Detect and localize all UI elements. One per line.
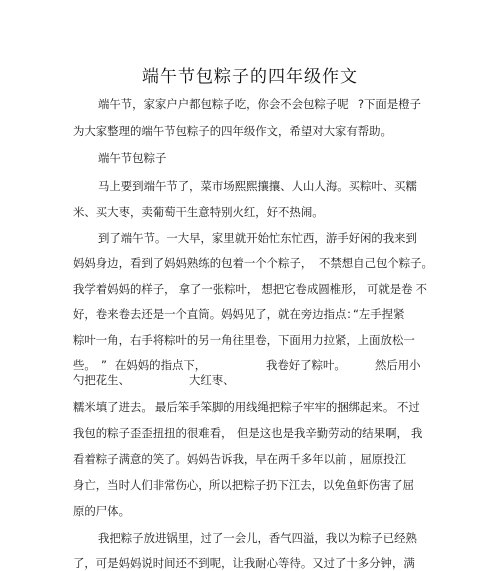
text-segment: 但是这也是我辛勤劳动的结果啊，: [237, 426, 408, 440]
text-segment: 不禁想自己包个粽子。: [319, 256, 433, 270]
text-segment: 我卷好了粽叶。: [266, 358, 346, 372]
text-segment: 大红枣、: [189, 373, 235, 387]
paragraph-line: 原的尸体。: [73, 504, 130, 518]
text-segment: 些。: [73, 358, 96, 372]
text-segment: 好，卷来卷去还是一个直筒。妈妈见了，就在旁边指点：: [73, 307, 358, 321]
paragraph-line: 到了端午节。一大早，家里就开始忙东忙西，游手好闲的我来到: [98, 231, 417, 245]
text-segment: 勺把花生、: [73, 373, 130, 387]
text-segment: 身亡，当时人们非常伤心，: [73, 478, 210, 492]
text-segment: 所以把粽子扔下江去，以免鱼虾伤害了屈: [209, 478, 415, 492]
paragraph-line: 我把粽子放进锅里，过了一会儿，香气四溢，我以为粽子已经熟: [98, 531, 417, 545]
text-segment: 妈妈身边，看到了妈妈熟练的包着一个个粽子，: [73, 256, 313, 270]
paragraph-line: [73, 282, 427, 297]
intro-text: ?下面是橙子: [358, 97, 421, 111]
text-segment: ”: [101, 358, 107, 372]
text-segment: 糯米填了进去。: [73, 400, 153, 414]
text-segment: ，屈原投江: [349, 452, 406, 466]
text-segment: 不: [415, 282, 427, 296]
text-segment: 然后用小: [375, 358, 421, 372]
paragraph-line: 了，可是妈妈说时间还不到呢，让我耐心等待。又过了十多分钟，满: [73, 556, 415, 570]
page-title: 端午节包粽子的四年级作文: [142, 67, 358, 87]
text-segment: 在妈妈的指点下，: [115, 358, 207, 372]
text-segment: 我学着妈妈的样子，: [73, 282, 176, 296]
paragraph-line: 马上要到端午节了，菜市场熙熙攘攘、人山人海。买粽叶、买糯: [98, 179, 417, 193]
section-subtitle: 端午节包粽子: [98, 151, 167, 165]
paragraph-line: 粽叶一角，右手将粽叶的另一角往里卷，下面用力拉紧，上面放松一: [73, 333, 415, 347]
text-segment: 想把它卷成圆椎形，: [261, 282, 364, 296]
intro-text: 端午节，家家户户都包粽子吃，你会不会包粽子呢: [98, 97, 349, 111]
text-segment: 不过: [397, 400, 420, 414]
text-segment: 最后笨手笨脚的用线绳把粽子牢牢的捆绑起来。: [155, 400, 395, 414]
paragraph-line: 米、买大枣，卖葡萄干生意特别火红，好不热闹。: [73, 205, 324, 219]
text-segment: 我包的粽子歪歪扭扭的很难看，: [73, 426, 233, 440]
text-segment: “左手捏紧: [353, 307, 405, 321]
text-segment: 拿了一张粽叶，: [178, 282, 259, 296]
text-segment: 我: [411, 426, 423, 440]
text-segment: 看着粽子满意的笑了。妈妈告诉我，早在两千多年以前: [73, 452, 347, 466]
text-segment: 可就是卷: [366, 282, 413, 296]
intro-line-2: 为大家整理的端午节包粽子的四年级作文，希望对大家有帮助。: [73, 124, 392, 138]
